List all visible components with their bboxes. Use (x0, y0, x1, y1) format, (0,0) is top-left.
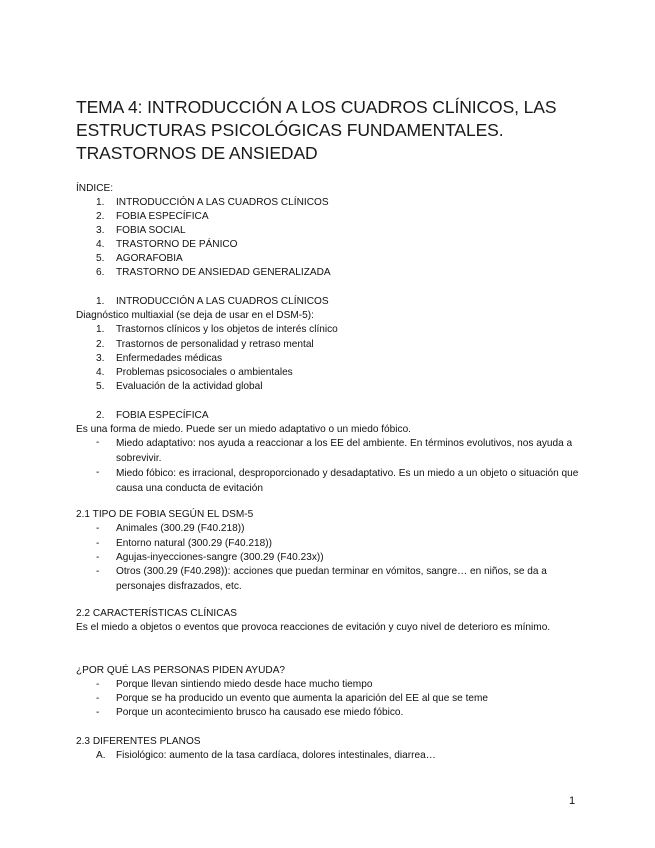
bullet-item: Porque llevan sintiendo miedo desde hace mucho tiempo (116, 679, 373, 690)
bullet-item: Entorno natural (300.29 (F40.218)) (116, 538, 272, 549)
section-1-intro: Diagnóstico multiaxial (se deja de usar en el DSM-5): (76, 310, 314, 321)
plane-item: Fisiológico: aumento de la tasa cardíaca, dolores intestinales, diarrea… (116, 750, 436, 761)
section-1-number: 1. (96, 296, 105, 307)
bullet-item: Animales (300.29 (F40.218)) (116, 523, 245, 534)
bullet-dash: - (96, 693, 100, 704)
index-item: FOBIA SOCIAL (116, 225, 186, 236)
bullet-item: Miedo fóbico: es irracional, desproporcionado y desadaptativo. Es un miedo a un objeto o situación que causa una conducta de evitación (116, 468, 579, 494)
axis-item: Trastornos clínicos y los objetos de interés clínico (116, 324, 338, 335)
index-item: FOBIA ESPECÍFICA (116, 211, 209, 222)
bullet-item: Agujas-inyecciones-sangre (300.29 (F40.23x)) (116, 552, 324, 563)
axis-number: 2. (96, 339, 105, 350)
index-item-number: 1. (96, 197, 105, 208)
why-heading: ¿POR QUÉ LAS PERSONAS PIDEN AYUDA? (76, 665, 286, 676)
bullet-item: Porque un acontecimiento brusco ha causado ese miedo fóbico. (116, 707, 404, 718)
bullet-dash: - (96, 552, 100, 563)
index-item: TRASTORNO DE PÁNICO (116, 239, 238, 250)
bullet-item: Otros (300.29 (F40.298)): acciones que puedan terminar en vómitos, sangre… en niños, se da a personajes disfrazados, etc. (116, 566, 547, 592)
plane-letter: A. (96, 750, 106, 761)
index-item-number: 3. (96, 225, 105, 236)
section-2-1-heading: 2.1 TIPO DE FOBIA SEGÚN EL DSM-5 (76, 509, 254, 520)
title-line: ESTRUCTURAS PSICOLÓGICAS FUNDAMENTALES. (76, 120, 504, 140)
index-item: AGORAFOBIA (116, 253, 183, 264)
index-item-number: 2. (96, 211, 105, 222)
index-item-number: 6. (96, 267, 105, 278)
section-1-heading: INTRODUCCIÓN A LAS CUADROS CLÍNICOS (116, 296, 329, 307)
bullet-dash: - (96, 437, 100, 448)
bullet-item: Porque se ha producido un evento que aumenta la aparición del EE al que se teme (116, 693, 489, 704)
page-title (76, 96, 616, 165)
bullet-dash: - (96, 523, 100, 534)
axis-item: Problemas psicosociales o ambientales (116, 367, 293, 378)
bullet-dash: - (96, 679, 100, 690)
axis-number: 4. (96, 367, 105, 378)
index-item-number: 5. (96, 253, 105, 264)
index-item-number: 4. (96, 239, 105, 250)
bullet-dash: - (96, 538, 100, 549)
title-line: TRASTORNOS DE ANSIEDAD (76, 143, 318, 163)
title-line: TEMA 4: INTRODUCCIÓN A LOS CUADROS CLÍNICOS, LAS (76, 97, 557, 117)
page-number: 1 (569, 795, 576, 807)
index-item: TRASTORNO DE ANSIEDAD GENERALIZADA (116, 267, 331, 278)
section-2-2-heading: 2.2 CARACTERÍSTICAS CLÍNICAS (76, 608, 237, 619)
axis-item: Enfermedades médicas (116, 353, 223, 364)
axis-number: 3. (96, 353, 105, 364)
section-2-2-text: Es el miedo a objetos o eventos que provoca reacciones de evitación y cuyo nivel de deterioro es mínimo. (76, 622, 551, 633)
index-item: INTRODUCCIÓN A LAS CUADROS CLÍNICOS (116, 197, 329, 208)
bullet-item: Miedo adaptativo: nos ayuda a reaccionar a los EE del ambiente. En términos evolutivos, nos ayuda a sobrevivir. (116, 438, 573, 464)
axis-number: 1. (96, 324, 105, 335)
section-2-heading: FOBIA ESPECÍFICA (116, 410, 209, 421)
section-2-number: 2. (96, 410, 105, 421)
bullet-dash: - (96, 707, 100, 718)
section-2-3-heading: 2.3 DIFERENTES PLANOS (76, 736, 201, 747)
axis-number: 5. (96, 381, 105, 392)
bullet-dash: - (96, 467, 100, 478)
index-heading: ÍNDICE: (76, 183, 114, 194)
axis-item: Trastornos de personalidad y retraso mental (116, 339, 314, 350)
bullet-dash: - (96, 566, 100, 577)
axis-item: Evaluación de la actividad global (116, 381, 263, 392)
section-2-intro: Es una forma de miedo. Puede ser un miedo adaptativo o un miedo fóbico. (76, 424, 411, 435)
